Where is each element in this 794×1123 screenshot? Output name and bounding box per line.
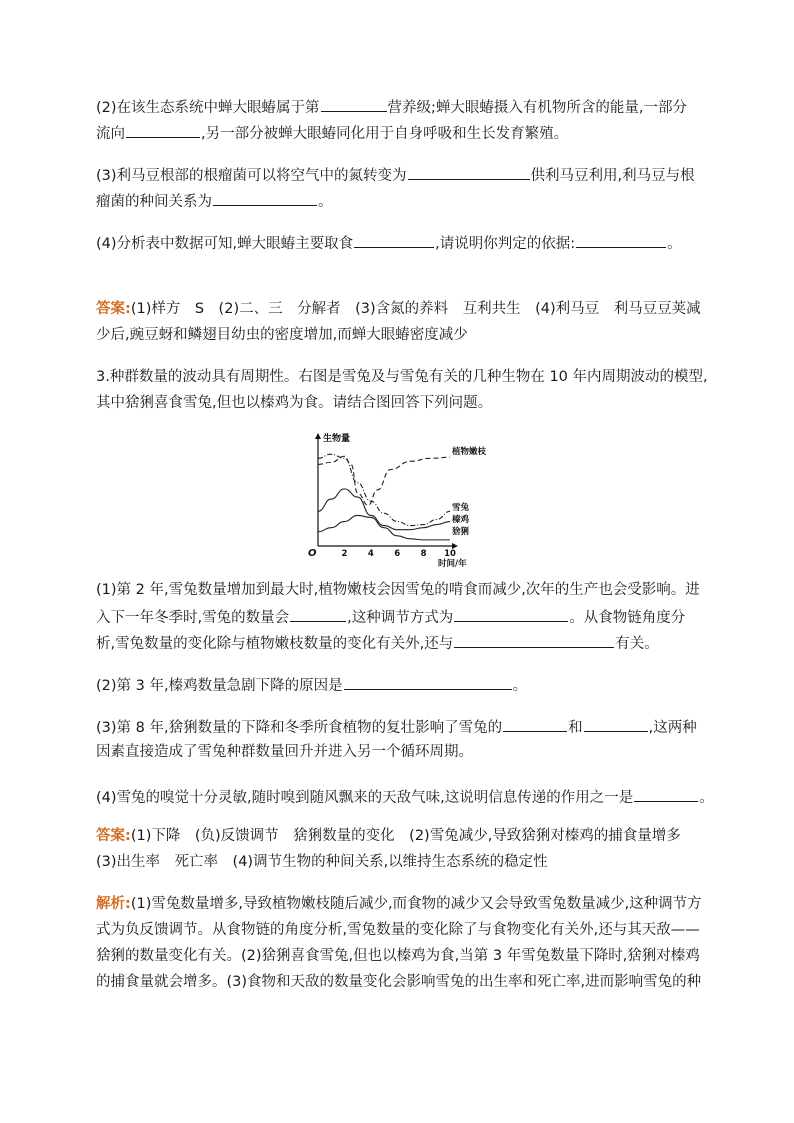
series-line-0 [318,456,450,505]
answer-label: 答案: [96,828,131,844]
y-axis-arrow [315,433,321,439]
blank-info-role [634,786,698,802]
q2-line-4 [96,190,333,212]
text: (4)分析表中数据可知,蝉大眼蝽主要取食 [96,236,354,252]
text: 入下一年冬季时,雪兔的数量会 [96,610,290,626]
q3-answer-line-2 [96,852,548,872]
text: 。 [699,790,714,806]
text: ,这种调节方式为 [347,610,454,626]
x-tick-label: 6 [394,549,401,559]
text: 。 [512,678,528,694]
chart-lines [318,454,450,540]
q3-analysis-line-2 [96,920,700,940]
text: (1)第 2 年,雪兔数量增加到最大时,植物嫩枝会因雪兔的啃食而减少,次年的生产也会受影响。进 [96,582,700,598]
series-line-3 [318,515,450,539]
q2-answer-line-2 [96,325,468,345]
q3-p1-line-2 [96,606,685,628]
blank-nitrogen [408,164,530,180]
blank-food [354,232,434,248]
blank-rate-1 [503,716,567,732]
q3-intro-1 [96,367,708,387]
q3-analysis-line-3 [96,946,700,966]
blank-snowshoe-change [290,606,346,622]
answer-text: (1)下降 (负)反馈调节 猞猁数量的变化 (2)雪兔减少,导致猞猁对榛鸡的捕食量增多 [130,828,681,844]
text: 和 [568,720,583,736]
q2-line-2 [96,122,568,144]
text: 。 [667,236,682,252]
text: 。 [318,194,333,210]
q3-p1-line-1 [96,580,700,600]
analysis-text: 猞猁的数量变化有关。(2)猞猁喜食雪兔,但也以榛鸡为食,当第 3 年雪兔数量下降时,猞猁对榛鸡 [96,948,700,964]
answer-text: (1)样方 S (2)二、三 分解者 (3)含氮的养料 互利共生 (4)利马豆 利马豆豆荚减 [130,301,701,317]
blank-grouse-reason [344,674,512,690]
x-tick-label: 8 [420,549,427,559]
q2-line-5 [96,232,682,254]
blank-other-factor [454,632,614,648]
q3-p4 [96,786,714,808]
text: 供利马豆利用,利马豆与根 [530,168,695,184]
q3-p3-line-2 [96,742,473,762]
blank-rate-2 [584,716,648,732]
series-label-0: 植物嫩枝 [452,447,487,457]
q3-p3-line-1 [96,716,697,738]
text: (4)雪兔的嗅觉十分灵敏,随时嗅到随风飘来的天敌气味,这说明信息传递的作用之一是 [96,790,634,806]
x-tick-label: 4 [367,549,374,559]
chart-axes [315,433,458,549]
series-line-1 [318,454,450,525]
answer-text: (3)出生率 死亡率 (4)调节生物的种间关系,以维持生态系统的稳定性 [96,854,548,870]
analysis-text: 式为负反馈调节。从食物链的角度分析,雪兔数量的变化除了与食物变化有关外,还与其天敌—— [96,922,700,938]
text: 因素直接造成了雪兔种群数量回升并进入另一个循环周期。 [96,744,473,760]
text: 营养级;蝉大眼蝽摄入有机物所含的能量,一部分 [387,100,688,116]
text: 其中猞猁喜食雪兔,但也以榛鸡为食。请结合图回答下列问题。 [96,395,493,411]
q3-analysis-line-4 [96,972,701,992]
analysis-label: 解析: [96,896,131,912]
blank-relationship [213,190,317,206]
text: (3)利马豆根部的根瘤菌可以将空气中的氮转变为 [96,168,407,184]
x-tick-label: 10 [444,549,456,559]
text: (2)第 3 年,榛鸡数量急剧下降的原因是 [96,678,343,694]
text: 。从食物链角度分 [569,610,686,626]
series-label-3: 猞猁 [452,527,470,537]
q3-intro-2 [96,393,492,413]
blank-regulation [454,606,568,622]
series-line-2 [318,489,450,530]
answer-label: 答案: [96,301,131,317]
blank-reason [576,232,666,248]
text: 3.种群数量的波动具有周期性。右图是雪兔及与雪兔有关的几种生物在 10 年内周期波动的模型, [96,369,708,385]
text: ,这两种 [648,720,697,736]
answer-text: 少后,豌豆蚜和鳞翅目幼虫的密度增加,而蝉大眼蝽密度减少 [96,327,468,343]
text: ,请说明你判定的依据: [435,236,576,252]
population-cycle-chart [300,428,510,568]
q3-answer-line-1 [96,826,681,846]
text: 析,雪兔数量的变化除与植物嫩枝数量的变化有关外,还与 [96,636,454,652]
y-axis-label: 生物量 [323,434,351,444]
q3-p2 [96,674,527,696]
series-label-1: 雪兔 [452,503,470,513]
q3-analysis-line-1 [96,894,702,914]
text: (3)第 8 年,猞猁数量的下降和冬季所食植物的复壮影响了雪兔的 [96,720,503,736]
text: 瘤菌的种间关系为 [96,194,212,210]
origin-label: O [308,548,317,559]
text: 流向 [96,126,125,142]
q3-p1-line-3 [96,632,659,654]
q2-answer-line-1 [96,299,701,319]
chart-labels [308,432,487,568]
text: ,另一部分被蝉大眼蝽同化用于自身呼吸和生长发育繁殖。 [201,126,569,142]
blank-energy-flow [126,122,200,138]
text: (2)在该生态系统中蝉大眼蝽属于第 [96,100,320,116]
q2-line-3 [96,164,695,186]
x-tick-label: 2 [341,549,348,559]
analysis-text: 的捕食量就会增多。(3)食物和天敌的数量变化会影响雪兔的出生率和死亡率,进而影响雪兔的种 [96,974,702,990]
x-axis-label: 时间/年 [438,559,467,568]
analysis-text: (1)雪兔数量增多,导致植物嫩枝随后减少,而食物的减少又会导致雪兔数量减少,这种调节方 [130,896,702,912]
series-label-2: 榛鸡 [452,515,470,525]
q2-line-1 [96,96,687,118]
text: 有关。 [615,636,659,652]
blank-trophic-level [321,96,387,112]
